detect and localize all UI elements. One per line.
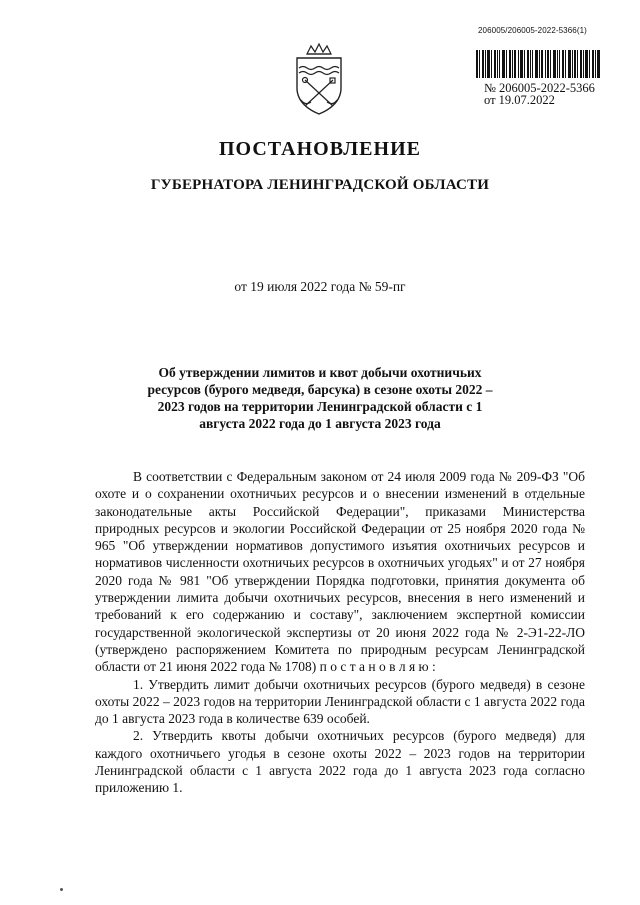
scan-speck	[60, 888, 63, 891]
document-body	[95, 468, 585, 797]
document-date-number: от 19 июля 2022 года № 59-пг	[234, 279, 406, 294]
document-title: ПОСТАНОВЛЕНИЕ	[219, 138, 421, 160]
preamble-paragraph: В соответствии с Федеральным законом от 24 июля 2009 года № 209-ФЗ "Об охоте и о сохранении охотничьих ресурсов и о внесении изменений в отдельные законодательные акты Российской Федерации", приказами Министерства природных ресурсов и экологии Российской Федерации от 25 ноября 2020 года № 965 "Об утверждении нормативов допустимого изъятия охотничьих ресурсов и нормативов численности охотничьих ресурсов в охотничьих угодьях" и от 27 ноября 2020 года № 981 "Об утверждении Порядка подготовки, принятия документа об утверждении лимита добычи охотничьих ресурсов, внесения в него изменений и требований к его содержанию и составу", заключением экспертной комиссии государственной экологической экспертизы от 20 июня 2022 года № 2-Э1-22-ЛО (утверждено распоряжением Комитета по природным ресурсам Ленинградской области от 21 июня 2022 года № 1708) п о с т а н о в л я ю :	[95, 469, 585, 675]
document-heading: Об утверждении лимитов и квот добычи охотничьих ресурсов (бурого медведя, барсука) в сезоне охоты 2022 – 2023 годов на территории Ленинградской области с 1 августа 2022 года до 1 августа 2023 года	[147, 365, 493, 431]
registration-number: № 206005-2022-5366	[484, 81, 595, 95]
registration-code: 206005/206005-2022-5366(1)	[478, 26, 587, 35]
clause-1-paragraph: 1. Утвердить лимит добычи охотничьих ресурсов (бурого медведя) в сезоне охоты 2022 – 2023 годов на территории Ленинградской области с 1 августа 2022 года до 1 августа 2023 года в количестве 639 особей.	[95, 676, 585, 727]
document-issuer: ГУБЕРНАТОРА ЛЕНИНГРАДСКОЙ ОБЛАСТИ	[150, 177, 490, 193]
barcode-icon	[476, 50, 600, 78]
registration-date: от 19.07.2022	[484, 93, 555, 107]
coat-of-arms-icon	[287, 40, 351, 116]
clause-2-paragraph: 2. Утвердить квоты добычи охотничьих ресурсов (бурого медведя) для каждого охотничьего угодья в сезоне охоты 2022 – 2023 годов на территории Ленинградской области с 1 августа 2022 года до 1 августа 2023 года согласно приложению 1.	[95, 728, 585, 796]
registration-info	[484, 82, 595, 106]
